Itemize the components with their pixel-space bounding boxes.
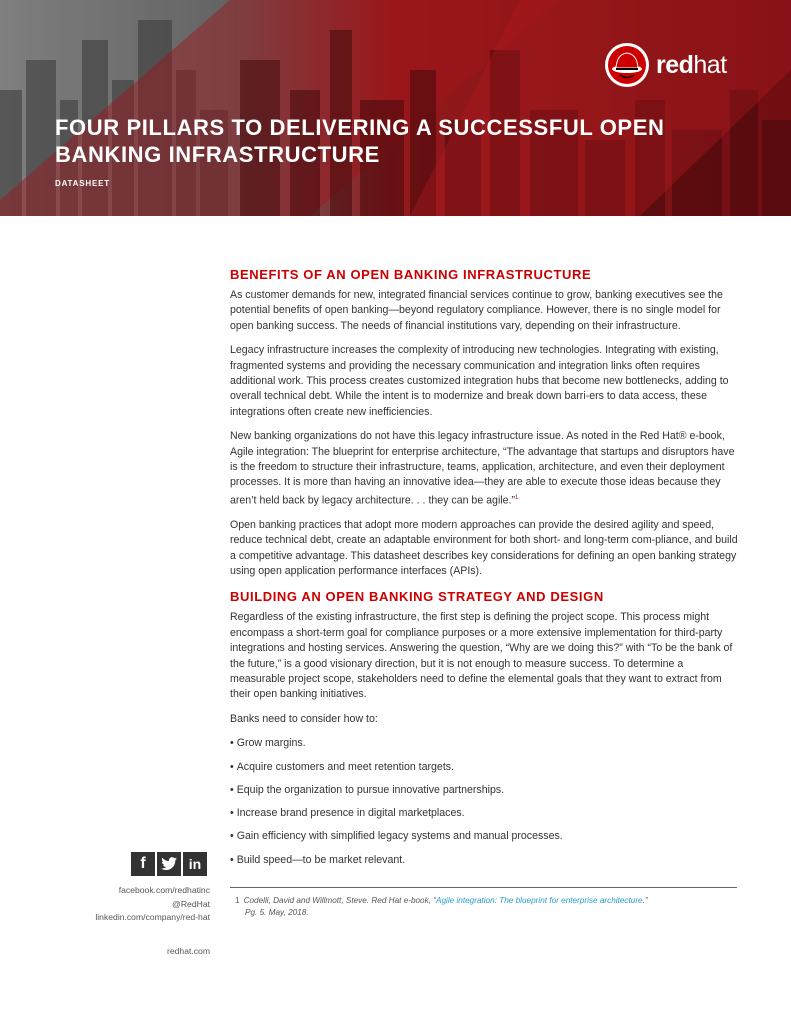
footnote-line2: Pg. 5. May, 2018. [245,908,309,918]
footnote-number: 1 [235,896,240,905]
shadowman-icon [604,42,650,88]
page-title: FOUR PILLARS TO DELIVERING A SUCCESSFUL OPEN BANKING INFRASTRUCTURE [55,115,665,167]
paragraph [230,429,740,509]
list-item: • Grow margins. [230,736,740,751]
brand-wordmark: redhat [656,50,727,79]
goals-list [230,736,740,867]
linkedin-icon[interactable]: in [183,852,207,876]
redhat-logo [604,42,727,88]
paragraph: Regardless of the existing infrastructure, the first step is defining the project scope. This process might encompass a short-term goal for compliance purposes or a more extensive implementation for third-party integrations and hosting services. Answering the question, “Why are we doing this?” with “To be the bank of the future,” is a good visionary direction, but it is not enough to measure success. To determine a measurable project scope, stakeholders need to define the elemental goals that they want to extract from their open banking initiatives. [230,611,733,701]
paragraph: As customer demands for new, integrated financial services continue to grow, banking executives see the potential benefits of open banking—beyond regulatory compliance. However, there is no single model for open banking success. The needs of financial institutions vary, depending on their infrastructure. [230,289,723,332]
list-item: • Build speed—to be market relevant. [230,853,740,868]
twitter-bird-icon [161,857,177,871]
facebook-icon[interactable]: f [131,852,155,876]
footnote-suffix: .” [642,896,648,905]
footnote-reference[interactable]: 1 [515,494,519,501]
footnote-prefix: Codelli, David and Willmott, Steve. Red Hat e-book, “ [243,896,436,905]
social-icons [131,852,207,876]
paragraph: Banks need to consider how to: [230,712,378,725]
city-skyline-image [0,0,791,216]
facebook-link[interactable]: facebook.com/redhatinc [118,885,210,895]
list-item: • Increase brand presence in digital marketplaces. [230,806,740,821]
linkedin-link[interactable]: linkedin.com/company/red-hat [95,912,210,922]
footnote-link[interactable]: Agile integration: The blueprint for enterprise architecture [435,896,643,905]
document-type-label: DATASHEET [55,179,110,188]
list-item: • Equip the organization to pursue innovative partnerships. [230,783,740,798]
twitter-icon[interactable] [157,852,181,876]
paragraph-text: New banking organizations do not have this legacy infrastructure issue. As noted in the Red Hat® e-book, Agile integration: The blueprint for enterprise architecture, “The advantage that startups and disruptors have is the freedom to structure their infrastructure, teams, application, architecture, and even their deployment processes. It is more than having an innovative idea—they are able to execute those ideas because they aren’t held back by legacy architecture. . . they can be agile.” [230,430,735,507]
section-heading-benefits: BENEFITS OF AN OPEN BANKING INFRASTRUCTURE [230,267,592,282]
footnote-divider [230,887,737,888]
footnote [235,895,725,920]
paragraph: Legacy infrastructure increases the complexity of introducing new technologies. Integrating with existing, fragmented systems and providing the necessary communication and integration links often requires additional work. This process creates customized integration hubs that become new bottlenecks, adding to overall technical debt. While the intent is to modernize and break down barri-ers to data access, these integrations often create new inefficiencies. [230,344,729,418]
section-heading-strategy: BUILDING AN OPEN BANKING STRATEGY AND DESIGN [230,589,604,605]
header-banner [0,0,791,216]
list-item: • Gain efficiency with simplified legacy systems and manual processes. [230,829,740,844]
website-link[interactable]: redhat.com [167,946,210,956]
main-column [230,266,740,876]
social-links [40,884,210,925]
list-item: • Acquire customers and meet retention targets. [230,760,740,775]
twitter-link[interactable]: @RedHat [172,898,210,909]
paragraph: Open banking practices that adopt more modern approaches can provide the desired agility and speed, reduce technical debt, create an adaptable environment for both short- and long-term com-pliance, and build a competitive advantage. This datasheet describes key considerations for defining an open banking strategy using open application performance interfaces (APIs). [230,518,738,578]
